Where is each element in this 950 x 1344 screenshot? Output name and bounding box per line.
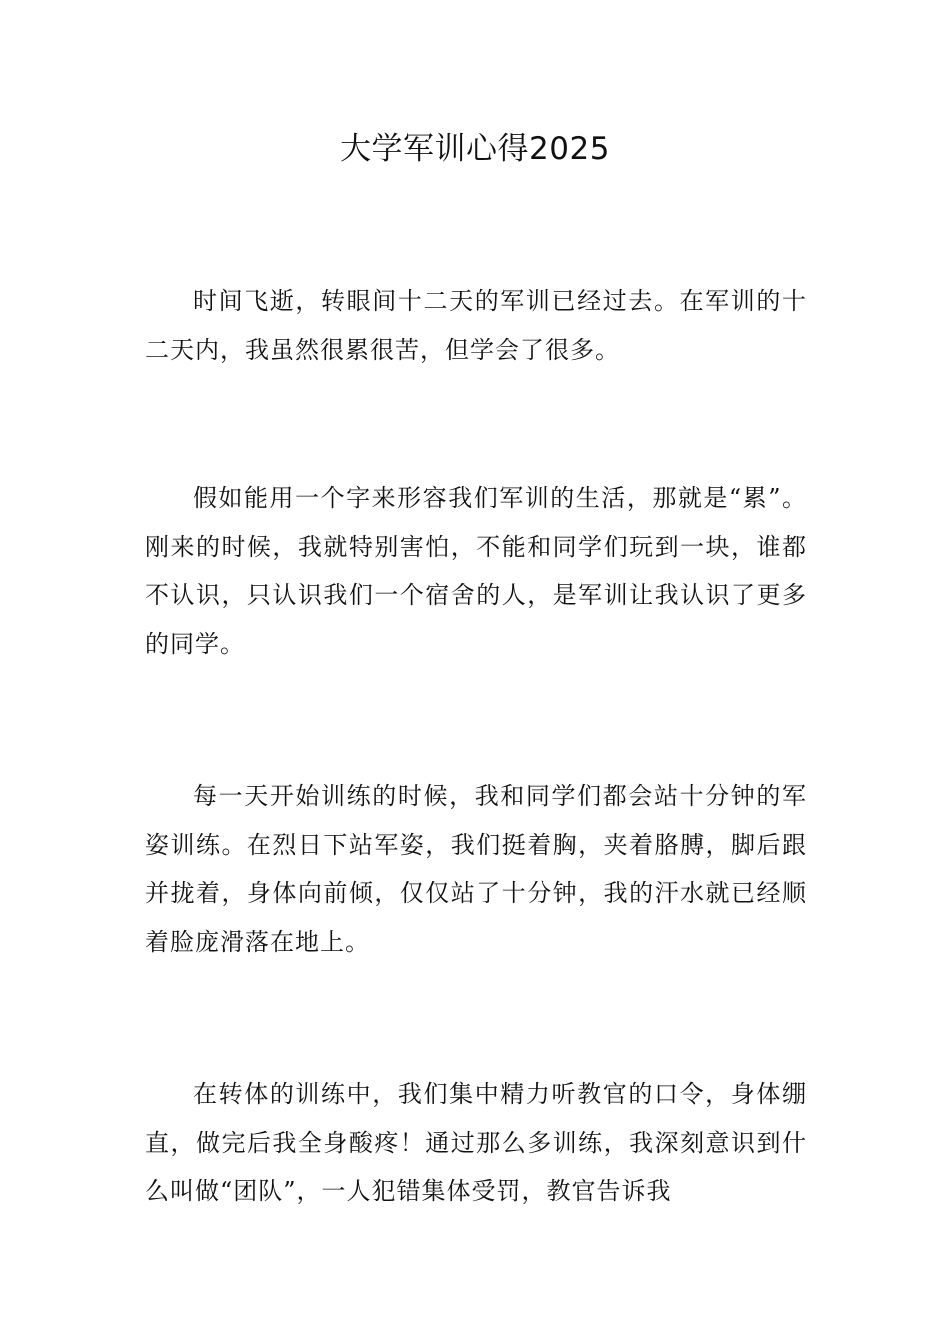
paragraph-1: 时间飞逝，转眼间十二天的军训已经过去。在军训的十二天内，我虽然很累很苦，但学会了很多。 xyxy=(145,287,807,364)
document-title: 大学军训心得2025 xyxy=(340,131,610,167)
paragraph-2: 假如能用一个字来形容我们军训的生活，那就是“累”。刚来的时候，我就特别害怕，不能和同学们玩到一块，谁都不认识，只认识我们一个宿舍的人，是军训让我认识了更多的同学。 xyxy=(145,484,807,658)
paragraph-3: 每一天开始训练的时候，我和同学们都会站十分钟的军姿训练。在烈日下站军姿，我们挺着胸，夹着胳膊，脚后跟并拢着，身体向前倾，仅仅站了十分钟，我的汗水就已经顺着脸庞滑落在地上。 xyxy=(145,782,807,956)
paragraph-4: 在转体的训练中，我们集中精力听教官的口令，身体绷直，做完后我全身酸疼！通过那么多训练，我深刻意识到什么叫做“团队”，一人犯错集体受罚，教官告诉我 xyxy=(145,1080,807,1205)
